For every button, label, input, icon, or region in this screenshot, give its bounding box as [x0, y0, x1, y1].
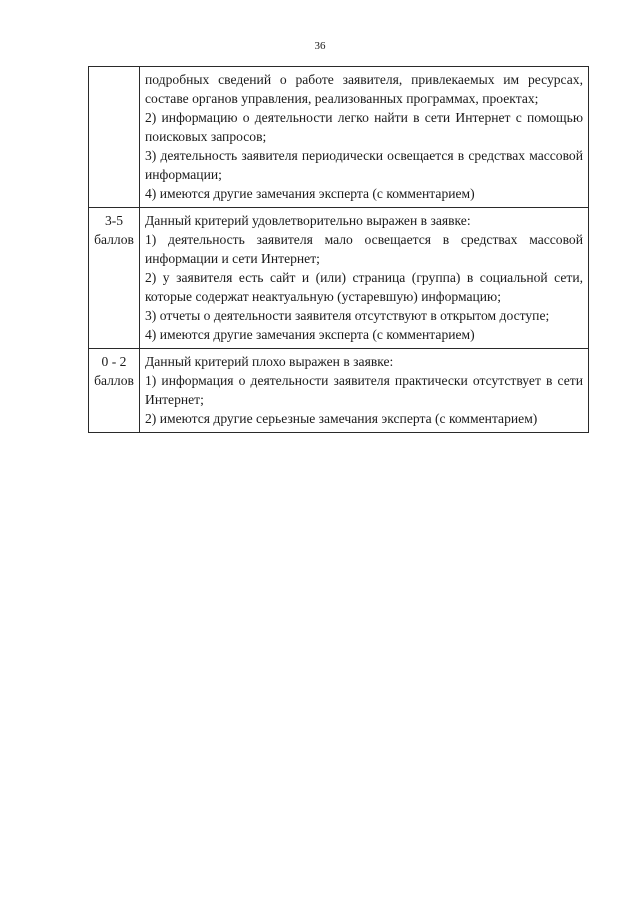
description-line: 3) отчеты о деятельности заявителя отсутствуют в открытом доступе;: [145, 308, 550, 323]
description-line: Данный критерий плохо выражен в заявке:: [145, 354, 394, 369]
score-value: 3-5: [104, 213, 124, 228]
description-line: 2) у заявителя есть сайт и (или) страница (группа) в социальной сети, которые содержат неактуальную (устаревшую) информацию;: [145, 270, 583, 304]
criteria-table: [88, 66, 589, 433]
table-row: [89, 349, 589, 433]
description-line: 2) имеются другие серьезные замечания эксперта (с комментарием): [145, 411, 538, 426]
description-line: 1) информация о деятельности заявителя практически отсутствует в сети Интернет;: [145, 373, 583, 407]
score-value: 0 - 2: [101, 354, 127, 369]
description-line: 3) деятельность заявителя периодически освещается в средствах массовой информации;: [145, 148, 583, 182]
description-cell: [140, 208, 589, 349]
score-cell: [89, 349, 140, 433]
description-cell: [140, 349, 589, 433]
description-line: 4) имеются другие замечания эксперта (с комментарием): [145, 327, 475, 342]
page-number: 36: [314, 40, 326, 52]
description-line: Данный критерий удовлетворительно выражен в заявке:: [145, 213, 471, 228]
score-unit: баллов: [94, 232, 134, 247]
table-row: [89, 67, 589, 208]
description-line: 4) имеются другие замечания эксперта (с комментарием): [145, 186, 475, 201]
score-cell: [89, 67, 140, 208]
description-line: подробных сведений о работе заявителя, привлекаемых им ресурсах, составе органов управления, реализованных программах, проектах;: [145, 72, 583, 106]
table-row: [89, 208, 589, 349]
description-line: 2) информацию о деятельности легко найти в сети Интернет с помощью поисковых запросов;: [145, 110, 583, 144]
score-unit: баллов: [94, 373, 134, 388]
description-cell: [140, 67, 589, 208]
description-line: 1) деятельность заявителя мало освещается в средствах массовой информации и сети Интернет;: [145, 232, 583, 266]
score-cell: [89, 208, 140, 349]
